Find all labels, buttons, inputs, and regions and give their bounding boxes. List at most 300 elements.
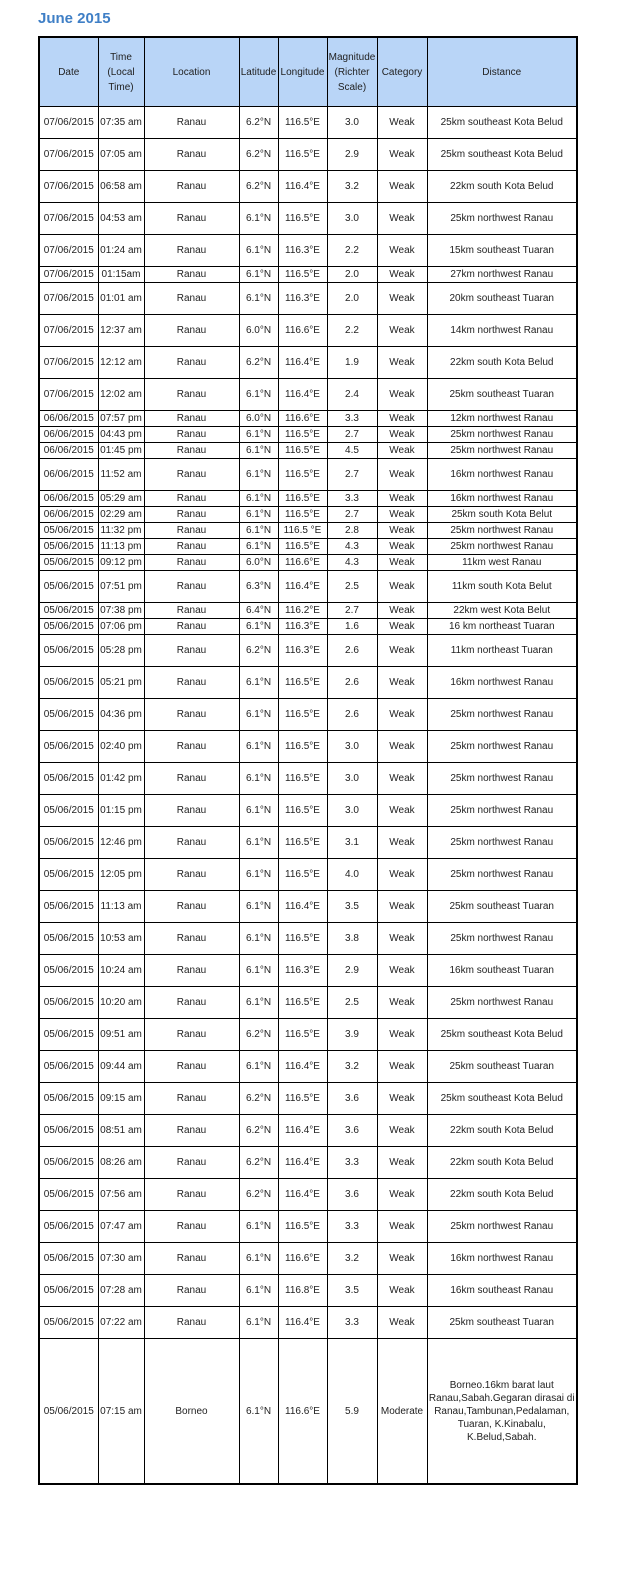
- category-cell: Weak: [377, 443, 427, 459]
- category-cell: Weak: [377, 267, 427, 283]
- location-cell: Ranau: [144, 619, 239, 635]
- location-cell: Ranau: [144, 427, 239, 443]
- category-cell: Weak: [377, 731, 427, 763]
- longitude-cell: 116.5°E: [278, 987, 327, 1019]
- date-cell: 05/06/2015: [39, 619, 98, 635]
- distance-cell: 14km northwest Ranau: [427, 315, 577, 347]
- time-cell: 01:01 am: [98, 283, 144, 315]
- date-cell: 07/06/2015: [39, 267, 98, 283]
- table-header-row: [39, 37, 577, 107]
- time-cell: 01:24 am: [98, 235, 144, 267]
- location-cell: Ranau: [144, 891, 239, 923]
- time-cell: 07:15 am: [98, 1339, 144, 1485]
- table-row: [39, 699, 577, 731]
- table-row: [39, 267, 577, 283]
- category-cell: Weak: [377, 795, 427, 827]
- distance-cell: 22km south Kota Belud: [427, 171, 577, 203]
- time-cell: 05:21 pm: [98, 667, 144, 699]
- date-cell: 06/06/2015: [39, 507, 98, 523]
- date-cell: 05/06/2015: [39, 955, 98, 987]
- distance-cell: 25km northwest Ranau: [427, 827, 577, 859]
- table-row: [39, 1115, 577, 1147]
- longitude-cell: 116.6°E: [278, 555, 327, 571]
- location-cell: Ranau: [144, 1243, 239, 1275]
- distance-cell: 11km south Kota Belut: [427, 571, 577, 603]
- category-cell: Weak: [377, 347, 427, 379]
- latitude-cell: 6.1°N: [239, 459, 278, 491]
- location-cell: Ranau: [144, 1211, 239, 1243]
- magnitude-cell: 2.0: [327, 267, 377, 283]
- latitude-cell: 6.1°N: [239, 1243, 278, 1275]
- time-cell: 07:05 am: [98, 139, 144, 171]
- magnitude-cell: 2.7: [327, 603, 377, 619]
- magnitude-cell: 3.0: [327, 203, 377, 235]
- distance-cell: 11km west Ranau: [427, 555, 577, 571]
- date-cell: 05/06/2015: [39, 1307, 98, 1339]
- magnitude-cell: 2.6: [327, 667, 377, 699]
- latitude-cell: 6.0°N: [239, 555, 278, 571]
- magnitude-cell: 2.8: [327, 523, 377, 539]
- table-row: [39, 571, 577, 603]
- date-cell: 05/06/2015: [39, 1243, 98, 1275]
- location-cell: Ranau: [144, 555, 239, 571]
- table-row: [39, 235, 577, 267]
- location-cell: Ranau: [144, 267, 239, 283]
- latitude-cell: 6.2°N: [239, 635, 278, 667]
- longitude-cell: 116.3°E: [278, 635, 327, 667]
- latitude-cell: 6.1°N: [239, 1339, 278, 1485]
- longitude-cell: 116.8°E: [278, 1275, 327, 1307]
- date-cell: 07/06/2015: [39, 283, 98, 315]
- distance-cell: 27km northwest Ranau: [427, 267, 577, 283]
- category-cell: Weak: [377, 1147, 427, 1179]
- longitude-cell: 116.3°E: [278, 955, 327, 987]
- location-cell: Ranau: [144, 107, 239, 139]
- distance-cell: 22km west Kota Belut: [427, 603, 577, 619]
- date-cell: 05/06/2015: [39, 987, 98, 1019]
- category-cell: Weak: [377, 235, 427, 267]
- longitude-cell: 116.4°E: [278, 891, 327, 923]
- longitude-cell: 116.5°E: [278, 507, 327, 523]
- table-row: [39, 827, 577, 859]
- latitude-cell: 6.1°N: [239, 859, 278, 891]
- table-row: [39, 1051, 577, 1083]
- distance-cell: 25km northwest Ranau: [427, 731, 577, 763]
- time-cell: 04:43 pm: [98, 427, 144, 443]
- latitude-cell: 6.2°N: [239, 347, 278, 379]
- magnitude-cell: 3.9: [327, 1019, 377, 1051]
- magnitude-cell: 1.6: [327, 619, 377, 635]
- time-cell: 12:46 pm: [98, 827, 144, 859]
- category-cell: Weak: [377, 139, 427, 171]
- table-row: [39, 923, 577, 955]
- magnitude-cell: 4.3: [327, 539, 377, 555]
- latitude-cell: 6.1°N: [239, 203, 278, 235]
- longitude-cell: 116.4°E: [278, 1179, 327, 1211]
- location-cell: Ranau: [144, 763, 239, 795]
- latitude-cell: 6.1°N: [239, 491, 278, 507]
- location-cell: Ranau: [144, 1147, 239, 1179]
- date-cell: 05/06/2015: [39, 827, 98, 859]
- longitude-cell: 116.5°E: [278, 203, 327, 235]
- table-row: [39, 1243, 577, 1275]
- longitude-cell: 116.5°E: [278, 107, 327, 139]
- date-cell: 05/06/2015: [39, 555, 98, 571]
- time-cell: 08:51 am: [98, 1115, 144, 1147]
- latitude-cell: 6.1°N: [239, 699, 278, 731]
- date-cell: 05/06/2015: [39, 1051, 98, 1083]
- latitude-cell: 6.1°N: [239, 427, 278, 443]
- magnitude-cell: 3.3: [327, 411, 377, 427]
- category-cell: Weak: [377, 1115, 427, 1147]
- time-cell: 12:37 am: [98, 315, 144, 347]
- latitude-cell: 6.1°N: [239, 379, 278, 411]
- time-cell: 02:40 pm: [98, 731, 144, 763]
- column-header-latitude: Latitude: [239, 37, 278, 107]
- distance-cell: 15km southeast Tuaran: [427, 235, 577, 267]
- distance-cell: 20km southeast Tuaran: [427, 283, 577, 315]
- latitude-cell: 6.1°N: [239, 1307, 278, 1339]
- magnitude-cell: 3.0: [327, 731, 377, 763]
- table-row: [39, 1147, 577, 1179]
- distance-cell: 25km northwest Ranau: [427, 763, 577, 795]
- location-cell: Ranau: [144, 923, 239, 955]
- magnitude-cell: 3.2: [327, 1051, 377, 1083]
- location-cell: Ranau: [144, 379, 239, 411]
- longitude-cell: 116.5°E: [278, 795, 327, 827]
- column-header-category: Category: [377, 37, 427, 107]
- magnitude-cell: 2.9: [327, 955, 377, 987]
- magnitude-cell: 4.0: [327, 859, 377, 891]
- distance-cell: 25km southeast Kota Belud: [427, 139, 577, 171]
- table-row: [39, 379, 577, 411]
- longitude-cell: 116.2°E: [278, 603, 327, 619]
- distance-cell: 25km northwest Ranau: [427, 987, 577, 1019]
- distance-cell: 25km southeast Kota Belud: [427, 107, 577, 139]
- date-cell: 07/06/2015: [39, 235, 98, 267]
- table-row: [39, 171, 577, 203]
- distance-cell: 25km northwest Ranau: [427, 523, 577, 539]
- distance-cell: 22km south Kota Belud: [427, 1179, 577, 1211]
- distance-cell: 16km southeast Tuaran: [427, 955, 577, 987]
- latitude-cell: 6.1°N: [239, 267, 278, 283]
- table-row: [39, 859, 577, 891]
- time-cell: 06:58 am: [98, 171, 144, 203]
- magnitude-cell: 3.3: [327, 1307, 377, 1339]
- table-row: [39, 139, 577, 171]
- latitude-cell: 6.1°N: [239, 731, 278, 763]
- date-cell: 05/06/2015: [39, 571, 98, 603]
- table-row: [39, 891, 577, 923]
- time-cell: 01:15am: [98, 267, 144, 283]
- distance-cell: 25km northwest Ranau: [427, 1211, 577, 1243]
- location-cell: Ranau: [144, 443, 239, 459]
- table-row: [39, 1307, 577, 1339]
- table-row: [39, 987, 577, 1019]
- distance-cell: 25km northwest Ranau: [427, 699, 577, 731]
- time-cell: 11:13 am: [98, 891, 144, 923]
- date-cell: 05/06/2015: [39, 699, 98, 731]
- latitude-cell: 6.1°N: [239, 987, 278, 1019]
- latitude-cell: 6.2°N: [239, 1083, 278, 1115]
- location-cell: Ranau: [144, 491, 239, 507]
- latitude-cell: 6.2°N: [239, 1115, 278, 1147]
- longitude-cell: 116.4°E: [278, 1051, 327, 1083]
- category-cell: Weak: [377, 1179, 427, 1211]
- date-cell: 05/06/2015: [39, 763, 98, 795]
- table-row: [39, 955, 577, 987]
- time-cell: 07:22 am: [98, 1307, 144, 1339]
- longitude-cell: 116.6°E: [278, 1339, 327, 1485]
- table-row: [39, 507, 577, 523]
- distance-cell: 16km southeast Ranau: [427, 1275, 577, 1307]
- magnitude-cell: 2.2: [327, 235, 377, 267]
- table-row: [39, 523, 577, 539]
- longitude-cell: 116.5 °E: [278, 523, 327, 539]
- longitude-cell: 116.5°E: [278, 731, 327, 763]
- longitude-cell: 116.5°E: [278, 539, 327, 555]
- latitude-cell: 6.1°N: [239, 507, 278, 523]
- time-cell: 09:12 pm: [98, 555, 144, 571]
- date-cell: 07/06/2015: [39, 171, 98, 203]
- magnitude-cell: 2.6: [327, 699, 377, 731]
- latitude-cell: 6.1°N: [239, 891, 278, 923]
- table-row: [39, 1339, 577, 1485]
- time-cell: 12:02 am: [98, 379, 144, 411]
- magnitude-cell: 2.2: [327, 315, 377, 347]
- magnitude-cell: 3.1: [327, 827, 377, 859]
- magnitude-cell: 4.3: [327, 555, 377, 571]
- location-cell: Ranau: [144, 1051, 239, 1083]
- distance-cell: 22km south Kota Belud: [427, 1115, 577, 1147]
- location-cell: Ranau: [144, 315, 239, 347]
- table-body: [39, 107, 577, 1485]
- column-header-location: Location: [144, 37, 239, 107]
- longitude-cell: 116.4°E: [278, 171, 327, 203]
- location-cell: Ranau: [144, 283, 239, 315]
- magnitude-cell: 4.5: [327, 443, 377, 459]
- category-cell: Weak: [377, 859, 427, 891]
- table-row: [39, 427, 577, 443]
- date-cell: 05/06/2015: [39, 635, 98, 667]
- longitude-cell: 116.5°E: [278, 267, 327, 283]
- location-cell: Ranau: [144, 1115, 239, 1147]
- location-cell: Ranau: [144, 1019, 239, 1051]
- category-cell: Weak: [377, 1275, 427, 1307]
- latitude-cell: 6.4°N: [239, 603, 278, 619]
- table-row: [39, 763, 577, 795]
- time-cell: 07:47 am: [98, 1211, 144, 1243]
- magnitude-cell: 3.5: [327, 1275, 377, 1307]
- time-cell: 09:15 am: [98, 1083, 144, 1115]
- date-cell: 07/06/2015: [39, 139, 98, 171]
- time-cell: 12:05 pm: [98, 859, 144, 891]
- table-row: [39, 443, 577, 459]
- time-cell: 04:36 pm: [98, 699, 144, 731]
- magnitude-cell: 2.4: [327, 379, 377, 411]
- date-cell: 07/06/2015: [39, 379, 98, 411]
- column-header-distance: Distance: [427, 37, 577, 107]
- time-cell: 10:24 am: [98, 955, 144, 987]
- category-cell: Weak: [377, 427, 427, 443]
- longitude-cell: 116.5°E: [278, 443, 327, 459]
- distance-cell: 25km southeast Tuaran: [427, 1307, 577, 1339]
- distance-cell: 22km south Kota Belud: [427, 1147, 577, 1179]
- date-cell: 07/06/2015: [39, 347, 98, 379]
- earthquake-table: [38, 36, 578, 1485]
- distance-cell: 25km southeast Tuaran: [427, 1051, 577, 1083]
- time-cell: 07:30 am: [98, 1243, 144, 1275]
- category-cell: Weak: [377, 1019, 427, 1051]
- category-cell: Weak: [377, 491, 427, 507]
- time-cell: 01:42 pm: [98, 763, 144, 795]
- location-cell: Ranau: [144, 539, 239, 555]
- longitude-cell: 116.5°E: [278, 1083, 327, 1115]
- date-cell: 05/06/2015: [39, 923, 98, 955]
- category-cell: Weak: [377, 571, 427, 603]
- table-row: [39, 459, 577, 491]
- category-cell: Weak: [377, 459, 427, 491]
- distance-cell: 25km northwest Ranau: [427, 203, 577, 235]
- distance-cell: 25km south Kota Belut: [427, 507, 577, 523]
- longitude-cell: 116.3°E: [278, 283, 327, 315]
- time-cell: 09:51 am: [98, 1019, 144, 1051]
- latitude-cell: 6.2°N: [239, 1179, 278, 1211]
- location-cell: Ranau: [144, 795, 239, 827]
- latitude-cell: 6.1°N: [239, 763, 278, 795]
- longitude-cell: 116.3°E: [278, 235, 327, 267]
- location-cell: Ranau: [144, 955, 239, 987]
- longitude-cell: 116.5°E: [278, 667, 327, 699]
- date-cell: 05/06/2015: [39, 1147, 98, 1179]
- latitude-cell: 6.1°N: [239, 523, 278, 539]
- latitude-cell: 6.0°N: [239, 411, 278, 427]
- date-cell: 05/06/2015: [39, 1179, 98, 1211]
- location-cell: Ranau: [144, 347, 239, 379]
- table-row: [39, 555, 577, 571]
- magnitude-cell: 2.9: [327, 139, 377, 171]
- distance-cell: 25km southeast Kota Belud: [427, 1019, 577, 1051]
- category-cell: Weak: [377, 699, 427, 731]
- longitude-cell: 116.5°E: [278, 763, 327, 795]
- distance-cell: 25km southeast Kota Belud: [427, 1083, 577, 1115]
- date-cell: 05/06/2015: [39, 1275, 98, 1307]
- location-cell: Ranau: [144, 459, 239, 491]
- distance-cell: 16km northwest Ranau: [427, 667, 577, 699]
- date-cell: 05/06/2015: [39, 1339, 98, 1485]
- location-cell: Ranau: [144, 667, 239, 699]
- time-cell: 10:20 am: [98, 987, 144, 1019]
- location-cell: Ranau: [144, 1307, 239, 1339]
- column-header-date: Date: [39, 37, 98, 107]
- latitude-cell: 6.1°N: [239, 283, 278, 315]
- magnitude-cell: 2.6: [327, 635, 377, 667]
- category-cell: Weak: [377, 107, 427, 139]
- distance-cell: 16 km northeast Tuaran: [427, 619, 577, 635]
- magnitude-cell: 3.8: [327, 923, 377, 955]
- time-cell: 04:53 am: [98, 203, 144, 235]
- longitude-cell: 116.6°E: [278, 1243, 327, 1275]
- location-cell: Ranau: [144, 411, 239, 427]
- category-cell: Weak: [377, 171, 427, 203]
- magnitude-cell: 2.0: [327, 283, 377, 315]
- date-cell: 07/06/2015: [39, 203, 98, 235]
- distance-cell: 16km northwest Ranau: [427, 1243, 577, 1275]
- category-cell: Weak: [377, 763, 427, 795]
- distance-cell: 25km southeast Tuaran: [427, 379, 577, 411]
- magnitude-cell: 3.6: [327, 1083, 377, 1115]
- location-cell: Ranau: [144, 827, 239, 859]
- distance-cell: 25km northwest Ranau: [427, 859, 577, 891]
- category-cell: Weak: [377, 523, 427, 539]
- location-cell: Ranau: [144, 1179, 239, 1211]
- table-row: [39, 1019, 577, 1051]
- magnitude-cell: 3.0: [327, 763, 377, 795]
- latitude-cell: 6.1°N: [239, 1211, 278, 1243]
- category-cell: Weak: [377, 635, 427, 667]
- longitude-cell: 116.4°E: [278, 1147, 327, 1179]
- category-cell: Weak: [377, 891, 427, 923]
- table-row: [39, 619, 577, 635]
- time-cell: 01:15 pm: [98, 795, 144, 827]
- date-cell: 05/06/2015: [39, 539, 98, 555]
- category-cell: Weak: [377, 1307, 427, 1339]
- latitude-cell: 6.2°N: [239, 139, 278, 171]
- column-header-time: Time (Local Time): [98, 37, 144, 107]
- time-cell: 07:51 pm: [98, 571, 144, 603]
- category-cell: Weak: [377, 1211, 427, 1243]
- distance-cell: Borneo.16km barat laut Ranau,Sabah.Gegaran dirasai di Ranau,Tambunan,Pedalaman, Tuaran, K.Kinabalu, K.Belud,Sabah.: [427, 1339, 577, 1485]
- magnitude-cell: 3.3: [327, 1211, 377, 1243]
- distance-cell: 22km south Kota Belud: [427, 347, 577, 379]
- magnitude-cell: 3.6: [327, 1179, 377, 1211]
- latitude-cell: 6.0°N: [239, 315, 278, 347]
- latitude-cell: 6.1°N: [239, 923, 278, 955]
- date-cell: 05/06/2015: [39, 667, 98, 699]
- magnitude-cell: 3.2: [327, 171, 377, 203]
- time-cell: 08:26 am: [98, 1147, 144, 1179]
- location-cell: Ranau: [144, 523, 239, 539]
- longitude-cell: 116.4°E: [278, 1307, 327, 1339]
- category-cell: Weak: [377, 507, 427, 523]
- date-cell: 06/06/2015: [39, 443, 98, 459]
- table-row: [39, 731, 577, 763]
- longitude-cell: 116.5°E: [278, 1211, 327, 1243]
- latitude-cell: 6.1°N: [239, 955, 278, 987]
- category-cell: Weak: [377, 955, 427, 987]
- latitude-cell: 6.3°N: [239, 571, 278, 603]
- magnitude-cell: 2.7: [327, 427, 377, 443]
- table-row: [39, 1083, 577, 1115]
- longitude-cell: 116.5°E: [278, 923, 327, 955]
- latitude-cell: 6.1°N: [239, 619, 278, 635]
- location-cell: Ranau: [144, 731, 239, 763]
- date-cell: 05/06/2015: [39, 523, 98, 539]
- latitude-cell: 6.2°N: [239, 171, 278, 203]
- location-cell: Ranau: [144, 987, 239, 1019]
- magnitude-cell: 3.3: [327, 1147, 377, 1179]
- table-row: [39, 1275, 577, 1307]
- category-cell: Weak: [377, 1083, 427, 1115]
- table-row: [39, 203, 577, 235]
- time-cell: 11:32 pm: [98, 523, 144, 539]
- date-cell: 06/06/2015: [39, 427, 98, 443]
- magnitude-cell: 1.9: [327, 347, 377, 379]
- latitude-cell: 6.1°N: [239, 1275, 278, 1307]
- category-cell: Weak: [377, 619, 427, 635]
- magnitude-cell: 3.3: [327, 491, 377, 507]
- location-cell: Ranau: [144, 571, 239, 603]
